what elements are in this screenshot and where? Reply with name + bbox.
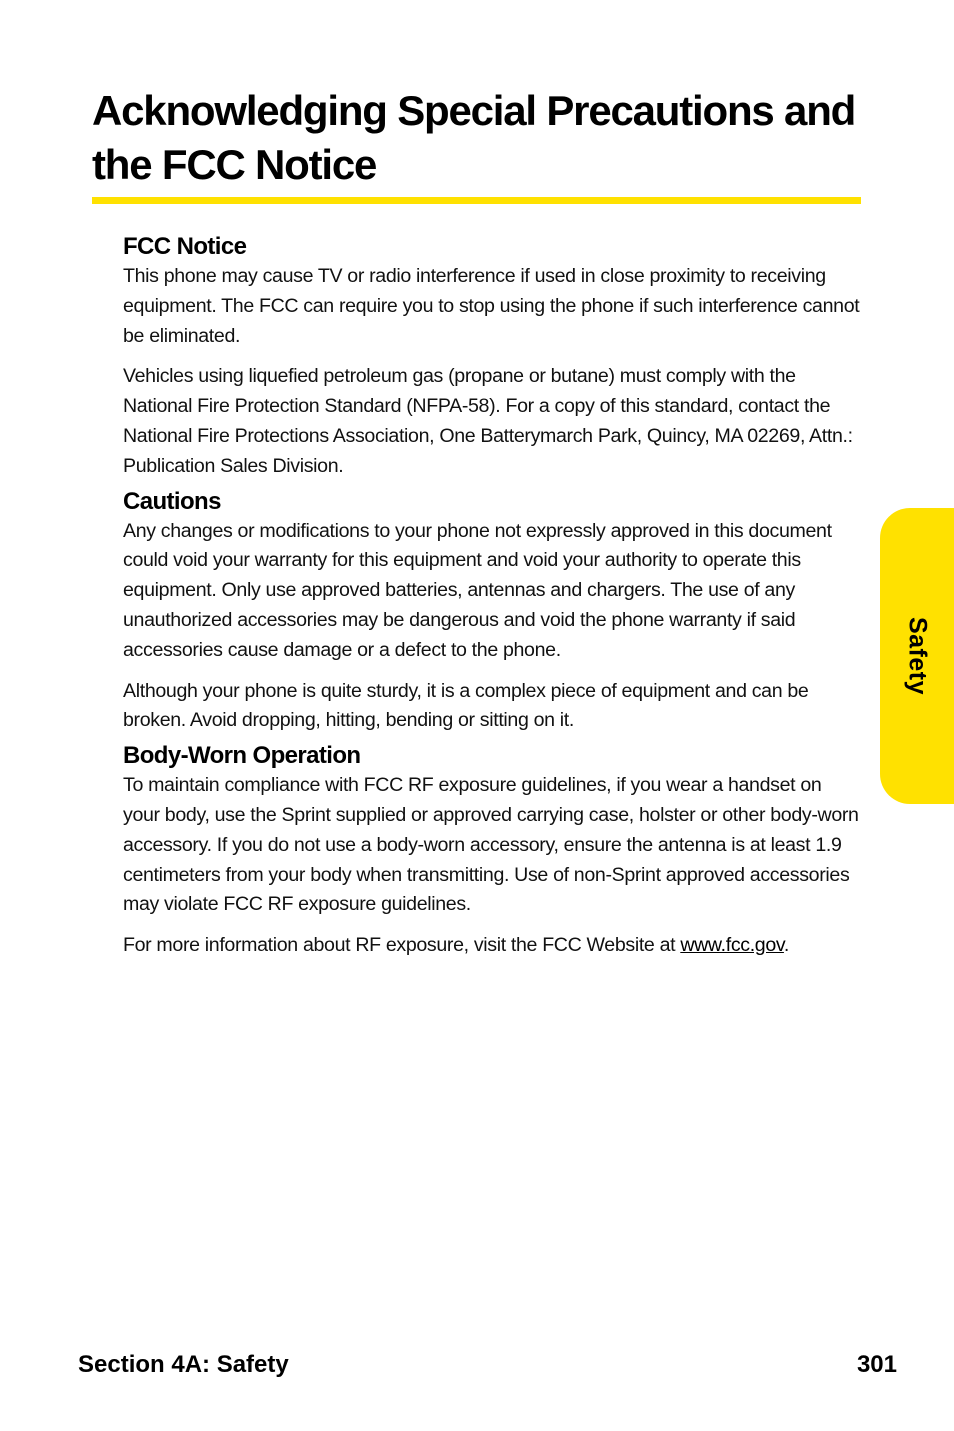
body-worn-paragraph-1: To maintain compliance with FCC RF exposure guidelines, if you wear a handset on your body, use the Sprint supplied or approved carrying case, holster or other body-worn accessory. If you do not use a body-worn accessory, ensure the antenna is at least 1.9 centimeters from your body when transmitting. Use of non-Sprint approved accessories may violate FCC RF exposure guidelines. bbox=[123, 774, 859, 916]
fcc-notice-heading: FCC Notice bbox=[123, 233, 247, 260]
fcc-website-link[interactable]: www.fcc.gov bbox=[680, 934, 784, 957]
main-content bbox=[123, 232, 863, 972]
rf-exposure-period: . bbox=[783, 934, 790, 957]
cautions-heading: Cautions bbox=[123, 487, 221, 515]
title-underline bbox=[92, 197, 861, 204]
rf-exposure-text: For more information about RF exposure, visit the FCC Website at bbox=[123, 934, 681, 957]
footer-section-label: Section 4A: Safety bbox=[78, 1351, 289, 1378]
fcc-notice-paragraph-2: Vehicles using liquefied petroleum gas (propane or butane) must comply with the National Fire Protection Standard (NFPA-58). For a copy of this standard, contact the National Fire Protections Association, One Batterymarch Park, Quincy, MA 02269, Attn.: Publication Sales Division. bbox=[123, 365, 853, 477]
cautions-paragraph-1: Any changes or modifications to your phone not expressly approved in this document could void your warranty for this equipment and void your authority to operate this equipment. Only use approved batteries, antennas and chargers. The use of any unauthorized accessories may be dangerous and void the phone warranty if said accessories cause damage or a defect to the phone. bbox=[123, 519, 832, 661]
body-worn-heading: Body-Worn Operation bbox=[123, 742, 361, 770]
side-tab-label: Safety bbox=[903, 616, 932, 696]
rf-exposure-paragraph bbox=[123, 931, 863, 961]
fcc-notice-paragraph-1: This phone may cause TV or radio interference if used in close proximity to receiving equipment. The FCC can require you to stop using the phone if such interference cannot be eliminated. bbox=[123, 265, 860, 347]
page-title: Acknowledging Special Precautions and the FCC Notice bbox=[92, 87, 856, 188]
footer-page-number: 301 bbox=[856, 1351, 897, 1378]
cautions-paragraph-2: Although your phone is quite sturdy, it is a complex piece of equipment and can be broken. Avoid dropping, hitting, bending or sitting on it. bbox=[123, 679, 809, 732]
section-side-tab bbox=[880, 508, 954, 804]
